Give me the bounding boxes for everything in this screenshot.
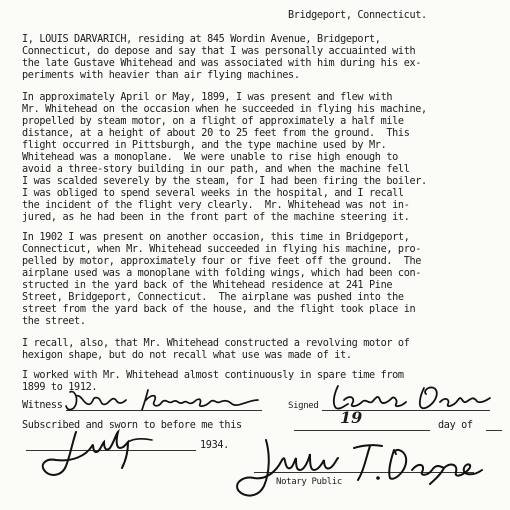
paragraph-line: structed in the yard back of the Whitehead residence at 241 Pine [22,280,393,291]
witness-signature-line [66,410,262,411]
document-location: Bridgeport, Connecticut. [288,10,427,21]
day-line [294,430,430,431]
month-handwritten [28,426,178,486]
paragraph-line: I was obliged to spend several weeks in the hospital, and I recall [22,188,404,199]
month-line-tail [486,430,502,431]
paragraph-line: Connecticut, when Mr. Whitehead succeeded in flying his machine, pro- [22,244,422,255]
notary-signature [230,432,490,508]
paragraph-line: distance, at a height of about 20 to 25 feet from the ground. This [22,128,410,139]
paragraph-line: I worked with Mr. Whitehead almost continuously in spare time from [22,370,404,381]
paragraph-line: Mr. Whitehead on the occasion when he succeeded in flying his machine, [22,104,427,115]
witness-label: Witness [22,400,63,411]
year-text: 1934. [200,440,229,451]
paragraph-line: In 1902 I was present on another occasion, this time in Bridgeport, [22,232,410,243]
subscribed-text: Subscribed and sworn to before me this [22,420,242,431]
day-value: 19 [340,408,363,427]
paragraph-line: street from the yard back of the house, and the flight took place in [22,304,416,315]
paragraph-line: jured, as he had been in the front part of the machine steering it. [22,212,410,223]
paragraph-line: flight occurred in Pittsburgh, and the type machine used by Mr. [22,140,387,151]
paragraph-line: I recall, also, that Mr. Whitehead constructed a revolving motor of [22,338,410,349]
paragraph-line: pelled by motor, approximately four or five feet off the ground. The [22,256,422,267]
paragraph-line: propelled by steam motor, on a flight of approximately a half mile [22,116,404,127]
paragraph-line: airplane used was a monoplane with folding wings, which had been con- [22,268,422,279]
paragraph-line: periments with heavier than air flying machines. [22,70,300,81]
paragraph-line: 1899 to 1912. [22,382,98,393]
signed-label: Signed [288,401,319,411]
paragraph-line: Connecticut, do depose and say that I was personally accuainted with [22,46,416,57]
paragraph-line: the incident of the flight very clearly. Mr. Whitehead was not in- [22,200,410,211]
paragraph-line: Whitehead was a monoplane. We were unable to rise high enough to [22,152,398,163]
paragraph-line: hexigon shape, but do not recall what use was made of it. [22,350,352,361]
month-line [26,450,196,451]
day-of-label: day of [438,420,473,431]
paragraph-line: In approximately April or May, 1899, I was present and flew with [22,92,393,103]
paragraph-line: the late Gustave Whitehead and was associated with him during his ex- [22,58,422,69]
notary-public-label: Notary Public [276,477,342,487]
paragraph-line: Street, Bridgeport, Connecticut. The airplane was pushed into the [22,292,404,303]
paragraph-line: the street. [22,316,86,327]
paragraph-line: I, LOUIS DARVARICH, residing at 845 Wordin Avenue, Bridgeport, [22,34,381,45]
notary-signature-line [254,472,474,473]
paragraph-line: I was scalded severely by the steam, for I had been firing the boiler. [22,176,427,187]
paragraph-line: avoid a three-story building in our path, and when the machine fell [22,164,410,175]
